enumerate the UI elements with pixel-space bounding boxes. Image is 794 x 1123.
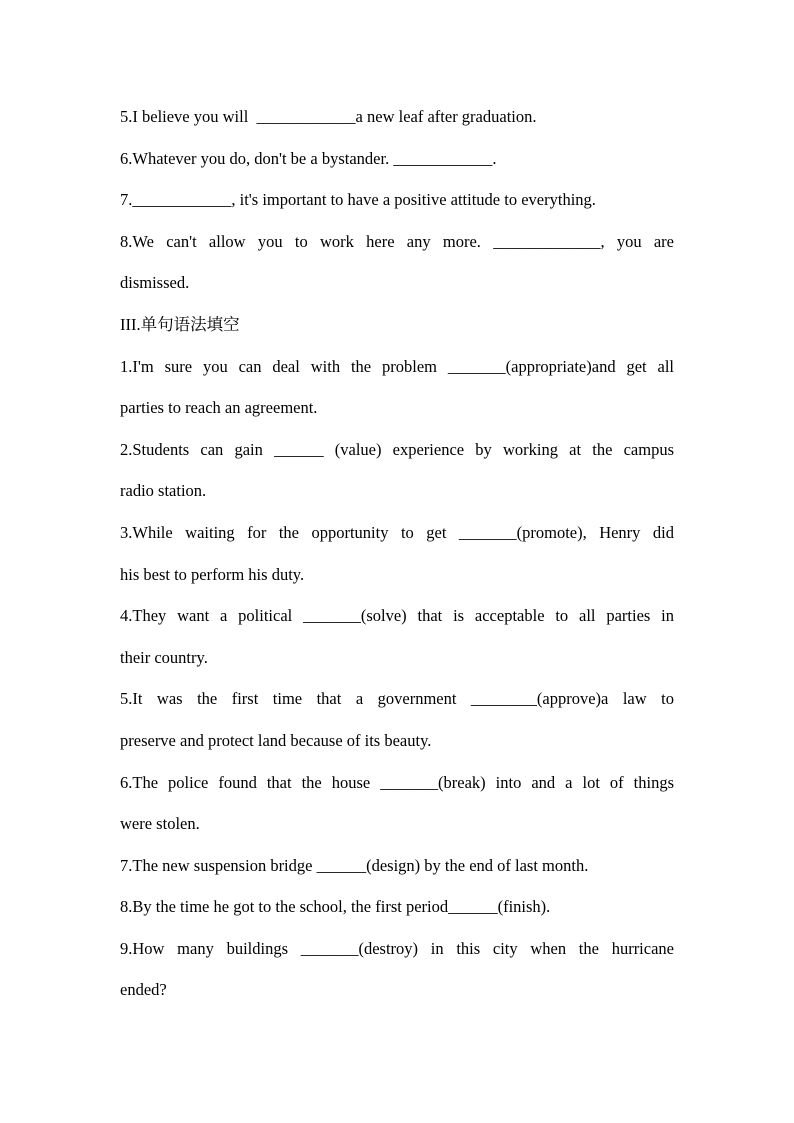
text-line: 3.While waiting for the opportunity to get _______(promote), Henry did <box>120 522 674 542</box>
text-line: 6.Whatever you do, don't be a bystander. ____________. <box>120 148 497 168</box>
text-line: parties to reach an agreement. <box>120 398 318 418</box>
text-line: 5.I believe you will ____________a new leaf after graduation. <box>120 107 537 126</box>
text-line: 2.Students can gain ______ (value) experience by working at the campus <box>120 439 674 459</box>
text-line: radio station. <box>120 481 207 501</box>
text-line: preserve and protect land because of its beauty. <box>120 730 432 750</box>
text-line: were stolen. <box>120 814 200 834</box>
text-line: 5.It was the first time that a government ________(approve)a law to <box>120 689 674 709</box>
section-heading: III.单句语法填空 <box>120 314 240 334</box>
text-line: 7.The new suspension bridge ______(design) by the end of last month. <box>120 855 589 875</box>
text-line: 6.The police found that the house _______(break) into and a lot of things <box>120 772 674 792</box>
text-line: 8.By the time he got to the school, the first period______(finish). <box>120 897 551 917</box>
text-line: their country. <box>120 647 208 667</box>
worksheet-page <box>120 96 674 1011</box>
text-line: 1.I'm sure you can deal with the problem _______(appropriate)and get all <box>120 356 674 376</box>
text-line: 9.How many buildings _______(destroy) in this city when the hurricane <box>120 938 674 958</box>
text-line: 4.They want a political _______(solve) that is acceptable to all parties in <box>120 606 674 626</box>
text-line: his best to perform his duty. <box>120 564 305 584</box>
text-line: 8.We can't allow you to work here any more. _____________, you are <box>120 231 674 251</box>
text-line: 7.____________, it's important to have a positive attitude to everything. <box>120 190 596 210</box>
text-line: dismissed. <box>120 273 190 293</box>
text-line: ended? <box>120 980 167 1000</box>
